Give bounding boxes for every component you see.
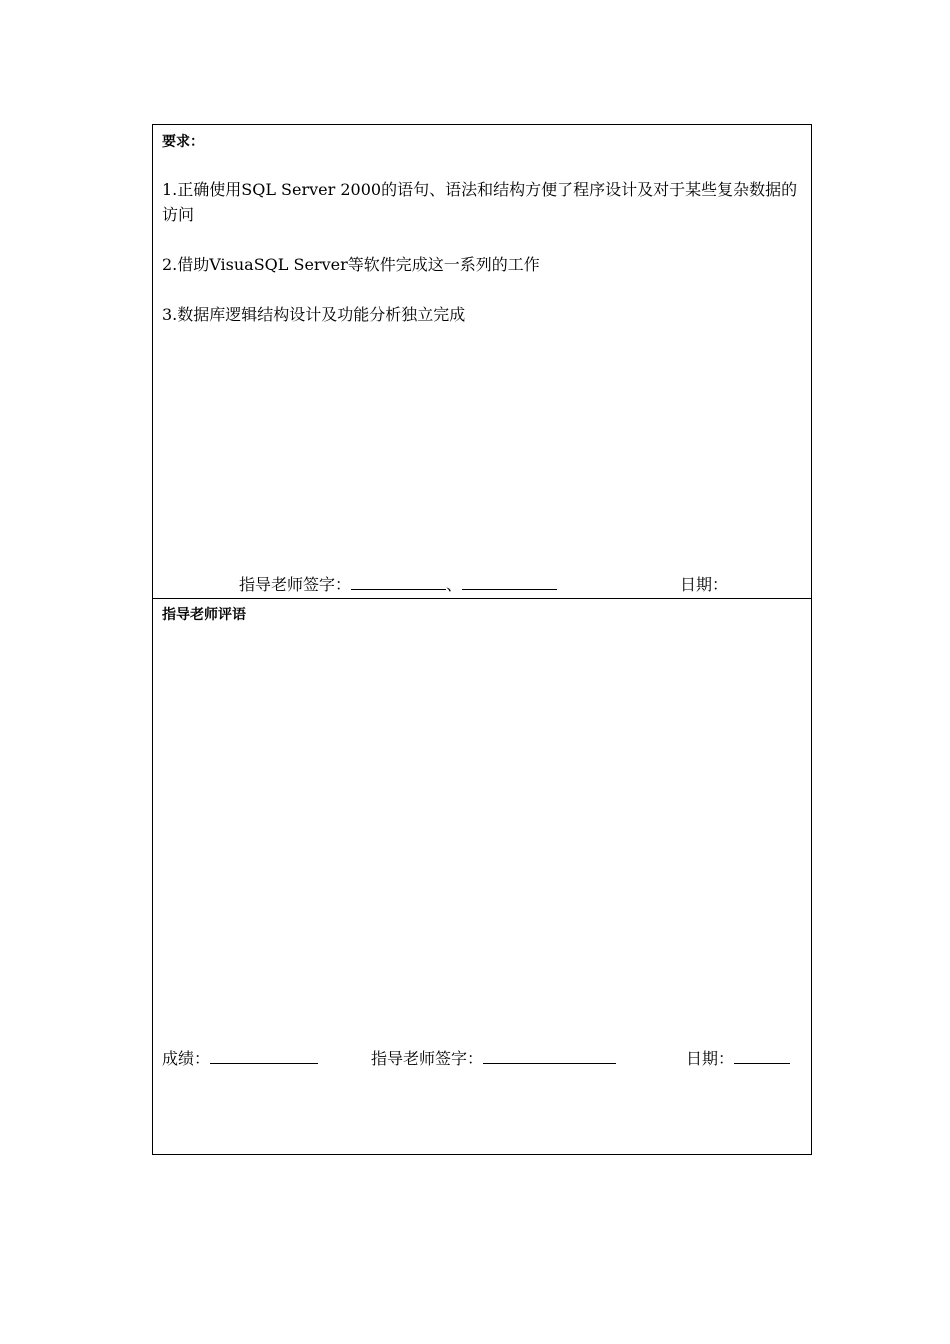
teacher-signature-row <box>239 575 557 595</box>
comment-signature-label: 指导老师签字： <box>371 1049 484 1068</box>
requirements-date-label: 日期： <box>680 575 729 594</box>
requirements-section <box>153 125 811 599</box>
requirement-item-2: 2.借助VisuaSQL Server等软件完成这一系列的工作 <box>162 255 540 274</box>
requirements-date <box>680 575 728 595</box>
comment-signature-field <box>371 1049 616 1069</box>
comment-signature-blank[interactable] <box>483 1049 616 1064</box>
teacher-comments-section <box>153 599 811 1156</box>
grade-label: 成绩： <box>162 1049 211 1068</box>
requirements-list <box>162 177 807 352</box>
signature-blank-1[interactable] <box>351 575 446 590</box>
grade-field <box>162 1049 318 1069</box>
comment-date-blank[interactable] <box>734 1049 790 1064</box>
comment-date-field <box>686 1049 790 1069</box>
signature-blank-2[interactable] <box>462 575 557 590</box>
requirement-item-1: 1.正确使用SQL Server 2000的语句、语法和结构方便了程序设计及对于某些复杂数据的访问 <box>162 180 798 224</box>
teacher-comments-heading: 指导老师评语 <box>162 607 246 623</box>
evaluation-form <box>152 124 812 1155</box>
signature-separator: 、 <box>446 575 463 594</box>
requirements-heading: 要求： <box>162 134 204 150</box>
comment-date-label: 日期： <box>686 1049 735 1068</box>
teacher-signature-label: 指导老师签字： <box>239 575 352 594</box>
requirement-item-3: 3.数据库逻辑结构设计及功能分析独立完成 <box>162 305 466 324</box>
grade-blank[interactable] <box>210 1049 318 1064</box>
